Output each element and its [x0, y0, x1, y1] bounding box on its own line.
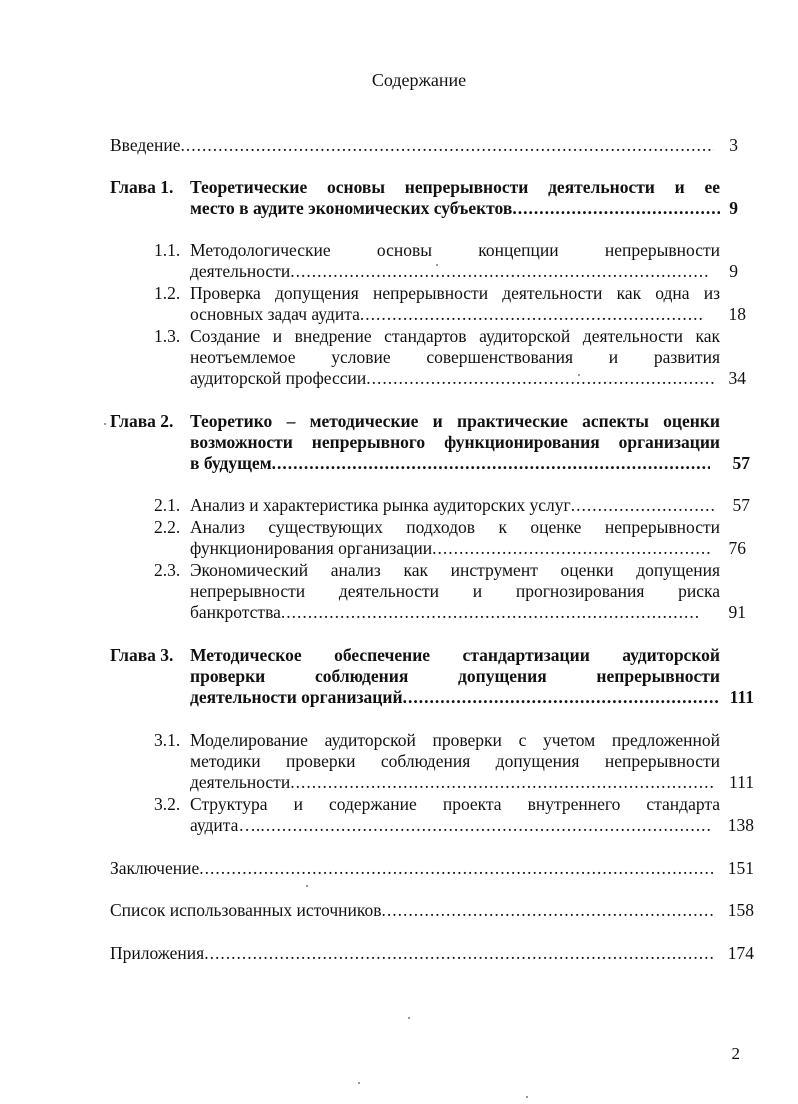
section-number: 3.1.: [154, 730, 181, 750]
toc-section: Моделирование аудиторской проверки с учетом предложенной методики проверки соблюдения допущения непрерывности деятельности .....: [190, 730, 720, 793]
scan-speck: [306, 885, 308, 887]
toc-page-number: 111: [729, 772, 754, 792]
toc-page-number: 57: [732, 495, 750, 515]
scan-speck: [436, 264, 438, 266]
scan-speck: [526, 1096, 528, 1098]
toc-page-number: 57: [732, 453, 750, 473]
toc-page-number: 138: [727, 815, 754, 835]
section-number: 2.1.: [154, 495, 181, 515]
toc-section: Создание и внедрение стандартов аудиторской деятельности как неотъемлемое условие совершенствования и развития аудиторской профессии .....: [190, 326, 720, 389]
toc-entry-appendices: [110, 943, 715, 964]
toc-title: Содержание: [371, 70, 467, 90]
section-number: 2.3.: [154, 560, 181, 580]
toc-page-number: 151: [727, 858, 754, 878]
toc-entry-label: Приложения: [110, 943, 205, 963]
toc-section: Проверка допущения непрерывности деятельности как одна из основных задач аудита .....: [190, 283, 720, 325]
section-number: 1.1.: [154, 240, 181, 260]
chapter-title: Теоретико – методические и практические аспекты оценки возможности непрерывного функционирования организации в будущем .....: [190, 411, 720, 474]
scan-speck: [578, 374, 580, 376]
section-number: 2.2.: [154, 517, 181, 537]
chapter-title: Методическое обеспечение стандартизации аудиторской проверки соблюдения допущения непрерывности деятельности организаций .....: [190, 645, 720, 708]
scan-speck: [408, 1017, 410, 1019]
scan-speck: [358, 1082, 360, 1084]
toc-page-number: 9: [729, 261, 738, 281]
toc-entry-label: Введение: [110, 135, 181, 155]
chapter-title: Теоретические основы непрерывности деятельности и ее место в аудите экономических субъектов .....: [190, 177, 720, 219]
toc-page-number: 111: [729, 687, 754, 707]
toc-entry-label: Список использованных источников: [110, 900, 382, 920]
toc-page-number: 34: [728, 368, 746, 388]
section-number: 1.2.: [154, 283, 181, 303]
toc-section: Анализ и характеристика рынка аудиторских услуг .....: [190, 495, 720, 516]
section-number: 1.3.: [154, 326, 181, 346]
page-number: 2: [731, 1044, 740, 1063]
toc-page-number: 18: [728, 304, 746, 324]
toc-page-number: 174: [727, 943, 754, 963]
toc-page-number: 158: [727, 900, 754, 920]
section-number: 3.2.: [154, 794, 181, 814]
toc-page-number: 91: [728, 602, 746, 622]
toc-page-number: 9: [729, 198, 738, 218]
toc-page-number: 76: [728, 538, 746, 558]
toc-entry-label: Заключение: [110, 858, 200, 878]
toc-page-number: 3: [729, 135, 738, 155]
toc-section: Структура и содержание проекта внутреннего стандарта аудита…. .....: [190, 794, 720, 836]
scan-speck: [104, 423, 106, 425]
chapter-label: Глава 1.: [110, 177, 174, 197]
toc-entry-references: [110, 900, 715, 921]
toc-section: Методологические основы концепции непрерывности деятельности .....: [190, 240, 720, 282]
toc-section: Экономический анализ как инструмент оценки допущения непрерывности деятельности и прогнозирования риска банкротства .....: [190, 560, 720, 623]
toc-entry-conclusion: [110, 858, 715, 879]
toc-section: Анализ существующих подходов к оценке непрерывности функционирования организации .....: [190, 517, 720, 559]
toc-entry-intro: [110, 135, 714, 156]
chapter-label: Глава 2.: [110, 411, 174, 431]
chapter-label: Глава 3.: [110, 645, 174, 665]
